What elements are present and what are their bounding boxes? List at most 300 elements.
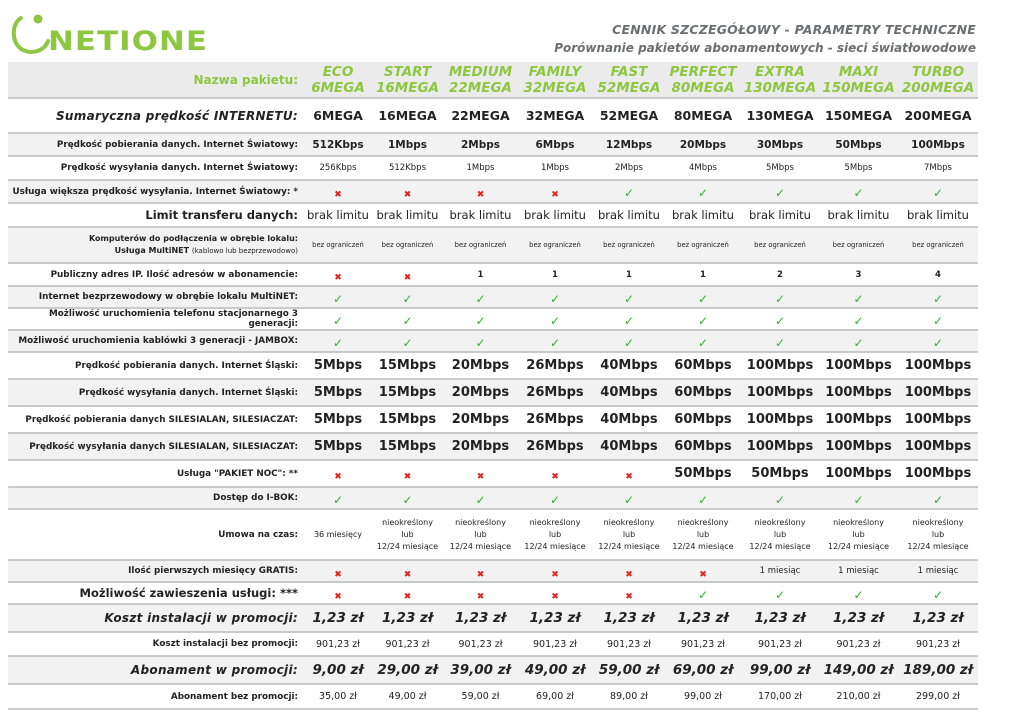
row-label: Abonament w promocji: <box>8 656 305 684</box>
package-name: PERFECT <box>669 63 737 80</box>
check-icon <box>741 286 819 308</box>
table-cell: 6MEGA <box>305 98 371 133</box>
table-cell: 901,23 zł <box>819 632 898 656</box>
table-cell: 100Mbps <box>898 460 978 487</box>
table-cell: 100Mbps <box>898 352 978 379</box>
table-cell: 1,23 zł <box>819 604 898 632</box>
cross-icon <box>593 460 665 487</box>
check-icon: ✓ <box>475 492 486 507</box>
package-name: FAMILY <box>528 63 582 80</box>
check-icon: ✓ <box>932 313 944 328</box>
table-cell: 1 <box>665 263 741 286</box>
table-cell: 20Mbps <box>444 433 517 460</box>
table-cell: bez ograniczeń <box>819 227 898 263</box>
table-cell: 1 miesiąc <box>898 560 978 582</box>
check-icon <box>819 308 898 330</box>
package-name-label: Nazwa pakietu: <box>8 62 305 98</box>
cross-icon <box>665 560 741 582</box>
cross-icon: ✖ <box>476 472 485 482</box>
table-cell: 49,00 zł <box>371 684 444 709</box>
check-icon: ✓ <box>332 313 344 328</box>
check-icon <box>898 180 978 203</box>
package-name: EXTRA <box>755 63 805 80</box>
check-icon: ✓ <box>475 335 486 350</box>
table-cell: 901,23 zł <box>665 632 741 656</box>
check-icon <box>819 180 898 203</box>
package-speed: 150MEGA <box>822 79 895 96</box>
check-icon <box>305 308 371 330</box>
package-name: MAXI <box>838 63 879 80</box>
table-cell: 6Mbps <box>517 133 593 156</box>
table-cell: 901,23 zł <box>517 632 593 656</box>
check-icon <box>444 308 517 330</box>
check-icon: ✓ <box>402 335 413 350</box>
table-cell: 15Mbps <box>371 379 444 406</box>
table-cell: 901,23 zł <box>305 632 371 656</box>
check-icon: ✓ <box>549 335 561 350</box>
check-icon <box>593 308 665 330</box>
package-header-medium <box>444 62 517 98</box>
table-cell: 99,00 zł <box>665 684 741 709</box>
table-cell: 1 <box>444 263 517 286</box>
table-cell: 3 <box>819 263 898 286</box>
table-cell: 901,23 zł <box>593 632 665 656</box>
check-icon <box>371 308 444 330</box>
table-cell: 149,00 zł <box>819 656 898 684</box>
row-label: Prędkość pobierania danych SILESIALAN, SILESIACZAT: <box>8 406 305 433</box>
check-icon: ✓ <box>697 291 709 306</box>
check-icon: ✓ <box>697 587 709 602</box>
table-cell: 9,00 zł <box>305 656 371 684</box>
table-cell: 36 miesięcy <box>305 509 371 560</box>
table-cell: 189,00 zł <box>898 656 978 684</box>
table-row <box>8 433 978 460</box>
check-icon: ✓ <box>774 587 786 602</box>
table-cell: 1 miesiąc <box>741 560 819 582</box>
table-cell: 1Mbps <box>517 156 593 180</box>
package-header-extra <box>741 62 819 98</box>
check-icon: ✓ <box>853 291 864 306</box>
table-cell: 2Mbps <box>593 156 665 180</box>
table-row <box>8 582 978 604</box>
check-icon: ✓ <box>697 186 709 200</box>
table-cell: brak limitu <box>593 203 665 227</box>
check-icon: ✓ <box>774 313 786 328</box>
row-label: Możliwość zawieszenia usługi: *** <box>8 582 305 604</box>
table-cell: 200MEGA <box>898 98 978 133</box>
check-icon <box>665 180 741 203</box>
table-row <box>8 286 978 308</box>
check-icon <box>665 487 741 509</box>
table-cell: nieokreślony lub 12/24 miesiące <box>517 509 593 560</box>
table-cell: 1,23 zł <box>305 604 371 632</box>
pricing-table-body <box>8 62 978 709</box>
check-icon: ✓ <box>697 313 709 328</box>
row-label: Sumaryczna prędkość INTERNETU: <box>8 98 305 133</box>
check-icon: ✓ <box>475 313 486 328</box>
table-cell: 170,00 zł <box>741 684 819 709</box>
table-cell: 100Mbps <box>741 352 819 379</box>
package-header-maxi <box>819 62 898 98</box>
cross-icon: ✖ <box>334 569 342 580</box>
check-icon: ✓ <box>932 186 944 200</box>
check-icon <box>305 487 371 509</box>
package-name: FAST <box>610 63 648 80</box>
row-label: Prędkość wysyłania danych SILESIALAN, SILESIACZAT: <box>8 433 305 460</box>
cross-icon: ✖ <box>403 569 412 580</box>
table-cell: 901,23 zł <box>371 632 444 656</box>
check-icon <box>665 330 741 352</box>
cross-icon <box>371 180 444 203</box>
check-icon <box>665 286 741 308</box>
table-cell: 80MEGA <box>665 98 741 133</box>
table-cell: brak limitu <box>371 203 444 227</box>
table-cell: brak limitu <box>741 203 819 227</box>
row-label: Umowa na czas: <box>8 509 305 560</box>
netione-logo <box>8 10 213 60</box>
row-label: Prędkość wysyłania danych. Internet Światowy: <box>8 156 305 180</box>
table-cell: 22MEGA <box>444 98 517 133</box>
package-speed: 22MEGA <box>449 79 512 96</box>
table-cell: 30Mbps <box>741 133 819 156</box>
cross-icon <box>517 560 593 582</box>
check-icon <box>517 286 593 308</box>
cross-icon: ✖ <box>403 190 412 200</box>
table-cell: 1Mbps <box>371 133 444 156</box>
check-icon: ✓ <box>549 291 561 306</box>
table-cell: 4Mbps <box>665 156 741 180</box>
cross-icon <box>517 582 593 604</box>
row-label: Prędkość pobierania danych. Internet Światowy: <box>8 133 305 156</box>
row-label: Koszt instalacji bez promocji: <box>8 632 305 656</box>
check-icon: ✓ <box>697 335 709 350</box>
check-icon <box>741 180 819 203</box>
package-speed: 52MEGA <box>597 79 661 96</box>
table-cell: brak limitu <box>898 203 978 227</box>
table-row <box>8 406 978 433</box>
table-cell: 29,00 zł <box>371 656 444 684</box>
table-cell: 1,23 zł <box>444 604 517 632</box>
cross-icon <box>371 460 444 487</box>
package-speed: 200MEGA <box>901 79 975 96</box>
table-cell: nieokreślony lub 12/24 miesiące <box>819 509 898 560</box>
table-cell: 1,23 zł <box>593 604 665 632</box>
row-label: Ilość pierwszych miesięcy GRATIS: <box>8 560 305 582</box>
table-cell: 512Kbps <box>305 133 371 156</box>
cross-icon <box>593 560 665 582</box>
table-cell: 69,00 zł <box>517 684 593 709</box>
check-icon <box>517 308 593 330</box>
cross-icon: ✖ <box>699 569 707 580</box>
check-icon <box>665 308 741 330</box>
row-label-note: (kablowo lub bezprzewodowo) <box>191 247 298 255</box>
cross-icon: ✖ <box>403 591 412 602</box>
cross-icon <box>305 460 371 487</box>
table-cell: 26Mbps <box>517 379 593 406</box>
netione-logo-mark <box>8 10 213 60</box>
check-icon <box>517 487 593 509</box>
check-icon: ✓ <box>332 335 344 350</box>
check-icon <box>741 582 819 604</box>
table-cell: 60Mbps <box>665 379 741 406</box>
check-icon: ✓ <box>402 291 413 306</box>
table-row <box>8 133 978 156</box>
table-cell: 50Mbps <box>819 133 898 156</box>
check-icon <box>741 330 819 352</box>
table-row <box>8 487 978 509</box>
table-cell: 5Mbps <box>741 156 819 180</box>
row-label: Możliwość uruchomienia telefonu stacjonarnego 3 generacji: <box>8 308 305 330</box>
cross-icon: ✖ <box>476 569 485 580</box>
cross-icon <box>371 560 444 582</box>
cross-icon <box>444 582 517 604</box>
table-cell: 60Mbps <box>665 433 741 460</box>
check-icon <box>371 487 444 509</box>
row-label-service: Usługa MultiNET <box>114 246 190 255</box>
table-cell: nieokreślony lub 12/24 miesiące <box>371 509 444 560</box>
table-cell: 1Mbps <box>444 156 517 180</box>
row-label: Limit transferu danych: <box>8 203 305 227</box>
row-label: Możliwość uruchomienia kablówki 3 generacji - JAMBOX: <box>8 330 305 352</box>
table-row <box>8 604 978 632</box>
cross-icon <box>444 560 517 582</box>
table-row <box>8 560 978 582</box>
row-label: Dostęp do I-BOK: <box>8 487 305 509</box>
check-icon: ✓ <box>932 335 944 350</box>
cross-icon <box>593 582 665 604</box>
table-cell: 12Mbps <box>593 133 665 156</box>
check-icon <box>819 330 898 352</box>
row-label: Publiczny adres IP. Ilość adresów w abonamencie: <box>8 263 305 286</box>
table-cell: nieokreślony lub 12/24 miesiące <box>444 509 517 560</box>
table-cell: nieokreślony lub 12/24 miesiące <box>593 509 665 560</box>
row-label <box>8 227 305 263</box>
row-label-line <box>8 245 298 257</box>
table-row <box>8 509 978 560</box>
cross-icon: ✖ <box>334 190 342 200</box>
table-cell: bez ograniczeń <box>898 227 978 263</box>
table-cell: 15Mbps <box>371 406 444 433</box>
table-row <box>8 460 978 487</box>
check-icon <box>371 286 444 308</box>
check-icon: ✓ <box>623 291 635 306</box>
table-cell: 1,23 zł <box>665 604 741 632</box>
table-cell: 2 <box>741 263 819 286</box>
table-cell: 32MEGA <box>517 98 593 133</box>
table-cell: bez ograniczeń <box>593 227 665 263</box>
cross-icon: ✖ <box>551 190 559 200</box>
cross-icon <box>517 180 593 203</box>
table-cell: 4 <box>898 263 978 286</box>
package-header-perfect <box>665 62 741 98</box>
table-cell: 512Kbps <box>371 156 444 180</box>
cross-icon: ✖ <box>476 591 485 602</box>
row-label: Prędkość wysyłania danych. Internet Śląski: <box>8 379 305 406</box>
table-cell: 100Mbps <box>741 379 819 406</box>
check-icon <box>593 180 665 203</box>
package-speed: 6MEGA <box>311 79 365 96</box>
package-name: MEDIUM <box>448 63 513 80</box>
cross-icon <box>305 180 371 203</box>
cross-icon <box>444 460 517 487</box>
table-cell: brak limitu <box>819 203 898 227</box>
check-icon <box>305 330 371 352</box>
table-cell: 5Mbps <box>305 406 371 433</box>
table-cell: 100Mbps <box>819 352 898 379</box>
table-cell: 1,23 zł <box>517 604 593 632</box>
row-label: Koszt instalacji w promocji: <box>8 604 305 632</box>
row-label: Internet bezprzewodowy w obrębie lokalu MultiNET: <box>8 286 305 308</box>
cross-icon: ✖ <box>625 569 633 580</box>
check-icon <box>741 308 819 330</box>
table-row <box>8 632 978 656</box>
package-header-fast <box>593 62 665 98</box>
cross-icon: ✖ <box>551 569 559 580</box>
cross-icon: ✖ <box>551 591 559 602</box>
check-icon: ✓ <box>332 492 344 507</box>
cross-icon: ✖ <box>403 472 412 482</box>
check-icon: ✓ <box>402 492 413 507</box>
page-header <box>554 22 976 55</box>
check-icon: ✓ <box>853 587 864 602</box>
table-row <box>8 330 978 352</box>
table-cell: 40Mbps <box>593 379 665 406</box>
table-row <box>8 98 978 133</box>
check-icon <box>819 487 898 509</box>
cross-icon <box>305 263 371 286</box>
table-cell: 40Mbps <box>593 433 665 460</box>
check-icon <box>517 330 593 352</box>
table-cell: 20Mbps <box>665 133 741 156</box>
check-icon: ✓ <box>853 186 864 200</box>
table-cell: 39,00 zł <box>444 656 517 684</box>
table-cell: 1,23 zł <box>898 604 978 632</box>
table-cell: 100Mbps <box>741 406 819 433</box>
cross-icon <box>305 560 371 582</box>
row-label: Prędkość pobierania danych. Internet Śląski: <box>8 352 305 379</box>
table-cell: 20Mbps <box>444 406 517 433</box>
check-icon: ✓ <box>853 335 864 350</box>
table-cell: 100Mbps <box>819 433 898 460</box>
table-cell: brak limitu <box>665 203 741 227</box>
cross-icon: ✖ <box>334 472 342 482</box>
table-cell: 89,00 zł <box>593 684 665 709</box>
check-icon: ✓ <box>332 291 344 306</box>
table-cell: 69,00 zł <box>665 656 741 684</box>
check-icon: ✓ <box>932 587 944 602</box>
table-cell: 100Mbps <box>819 379 898 406</box>
table-cell: 59,00 zł <box>593 656 665 684</box>
table-cell: 901,23 zł <box>898 632 978 656</box>
table-row <box>8 308 978 330</box>
package-speed: 80MEGA <box>671 79 735 96</box>
table-cell: 59,00 zł <box>444 684 517 709</box>
table-cell: 100Mbps <box>898 379 978 406</box>
check-icon: ✓ <box>774 186 786 200</box>
table-row <box>8 227 978 263</box>
check-icon <box>898 330 978 352</box>
package-speed: 32MEGA <box>523 79 587 96</box>
check-icon: ✓ <box>853 492 864 507</box>
package-speed: 16MEGA <box>376 79 439 96</box>
table-cell: 901,23 zł <box>741 632 819 656</box>
check-icon <box>819 286 898 308</box>
table-cell: brak limitu <box>517 203 593 227</box>
package-header-family <box>517 62 593 98</box>
check-icon <box>665 582 741 604</box>
table-row <box>8 352 978 379</box>
check-icon <box>305 286 371 308</box>
table-cell: 1,23 zł <box>741 604 819 632</box>
check-icon <box>593 330 665 352</box>
table-cell: 2Mbps <box>444 133 517 156</box>
table-row <box>8 684 978 709</box>
cross-icon: ✖ <box>476 190 485 200</box>
table-cell: 35,00 zł <box>305 684 371 709</box>
check-icon: ✓ <box>475 291 486 306</box>
package-header-turbo <box>898 62 978 98</box>
table-cell: 901,23 zł <box>444 632 517 656</box>
table-cell: 5Mbps <box>305 352 371 379</box>
cross-icon <box>371 582 444 604</box>
check-icon: ✓ <box>697 492 709 507</box>
table-cell: 20Mbps <box>444 352 517 379</box>
check-icon <box>898 286 978 308</box>
package-header-start <box>371 62 444 98</box>
table-cell: 100Mbps <box>898 433 978 460</box>
table-cell: 210,00 zł <box>819 684 898 709</box>
check-icon: ✓ <box>623 186 635 200</box>
check-icon <box>444 487 517 509</box>
table-cell: 52MEGA <box>593 98 665 133</box>
table-cell: 99,00 zł <box>741 656 819 684</box>
table-cell: 15Mbps <box>371 433 444 460</box>
package-speed: 130MEGA <box>743 79 817 96</box>
table-cell: 1,23 zł <box>371 604 444 632</box>
package-name: START <box>383 63 432 80</box>
table-cell: 20Mbps <box>444 379 517 406</box>
table-cell: 50Mbps <box>665 460 741 487</box>
table-cell: 49,00 zł <box>517 656 593 684</box>
check-icon <box>593 286 665 308</box>
table-cell: nieokreślony lub 12/24 miesiące <box>665 509 741 560</box>
table-cell: 40Mbps <box>593 352 665 379</box>
table-cell: 299,00 zł <box>898 684 978 709</box>
cross-icon: ✖ <box>334 273 342 283</box>
check-icon: ✓ <box>549 313 561 328</box>
check-icon: ✓ <box>623 492 635 507</box>
table-cell: 26Mbps <box>517 352 593 379</box>
table-cell: 60Mbps <box>665 406 741 433</box>
package-header-row <box>8 62 978 98</box>
check-icon <box>898 487 978 509</box>
table-cell: 100Mbps <box>819 460 898 487</box>
table-cell: 5Mbps <box>305 379 371 406</box>
check-icon: ✓ <box>623 335 635 350</box>
cross-icon <box>371 263 444 286</box>
table-cell: bez ograniczeń <box>371 227 444 263</box>
table-cell: 7Mbps <box>898 156 978 180</box>
table-cell: 100Mbps <box>898 406 978 433</box>
check-icon: ✓ <box>623 313 635 328</box>
row-label-line: Komputerów do podłączenia w obrębie lokalu: <box>89 234 298 243</box>
table-cell: bez ograniczeń <box>305 227 371 263</box>
table-cell: 60Mbps <box>665 352 741 379</box>
check-icon: ✓ <box>932 291 944 306</box>
table-cell: 100Mbps <box>819 406 898 433</box>
cross-icon <box>305 582 371 604</box>
table-cell: nieokreślony lub 12/24 miesiące <box>741 509 819 560</box>
